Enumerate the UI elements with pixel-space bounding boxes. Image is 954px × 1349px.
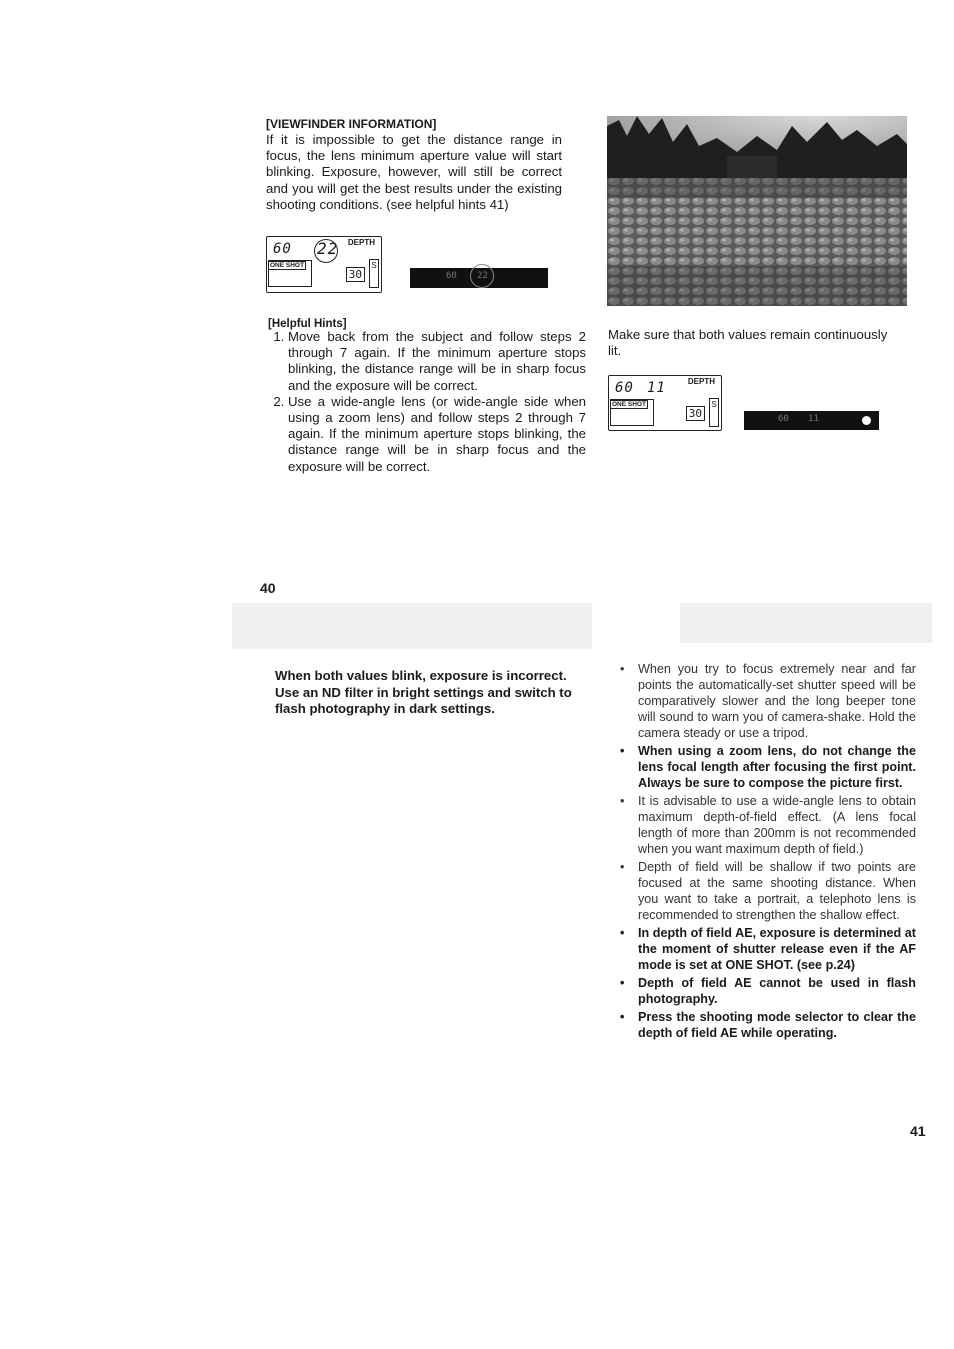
list-item: • It is advisable to use a wide-angle lens to obtain maximum depth-of-field effect. (A lens focal length of more than 200mm is not recommended when you want maximum depth of field.) (618, 793, 916, 857)
list-item: 1. Move back from the subject and follow steps 2 through 7 again. If the minimum aperture stops blinking, the distance range will be in sharp focus and the exposure will be correct. (288, 329, 586, 394)
depth-label: DEPTH (687, 377, 715, 386)
blinking-value: 22 (317, 239, 339, 258)
blink-circle-icon (470, 264, 494, 288)
shutter-readout: 30 (346, 267, 365, 282)
scan-artifact (680, 603, 932, 643)
viewfinder-bar-blinking (410, 268, 548, 288)
list-item: • When using a zoom lens, do not change the lens focal length after focusing the first point. Always be sure to compose the picture first. (618, 743, 916, 791)
aperture-readout: 60 (273, 241, 292, 257)
aperture-readout: 60 (615, 380, 634, 396)
bar-right-value: 11 (808, 414, 819, 424)
shutter-readout: 30 (686, 406, 705, 421)
page-number-left: 40 (260, 580, 276, 596)
list-item: • When you try to focus extremely near and far points the automatically-set shutter speed will be comparatively slower and the long beeper tone will sound to warn you of camera-shake. Hold the camera steady or use a tripod. (618, 661, 916, 741)
viewfinder-lcd-lit (608, 375, 722, 431)
list-item: • Depth of field will be shallow if two points are focused at the same shooting distance. When you want to take a portrait, a telephoto lens is recommended to strengthen the shallow effect. (618, 859, 916, 923)
hints-heading: [Helpful Hints] (268, 318, 347, 330)
blink-circle-icon (314, 239, 338, 263)
list-item: 2. Use a wide-angle lens (or wide-angle side when using a zoom lens) and follow steps 2 through 7 again. If the minimum aperture stops blinking, the distance range will be in sharp focus and the exposure will be correct. (288, 394, 586, 475)
bar-left-value: 60 (778, 414, 789, 424)
scan-artifact (232, 603, 592, 649)
page-number-right: 41 (910, 1123, 926, 1139)
one-shot-label: ONE SHOT (612, 401, 646, 408)
depth-label: DEPTH (347, 238, 375, 247)
bar-right-value: 22 (477, 271, 488, 281)
hints-list (266, 329, 586, 475)
focus-dot-icon (862, 416, 871, 425)
s-indicator: S (709, 398, 719, 427)
intro-paragraph: If it is impossible to get the distance range in focus, the lens minimum aperture value will start blinking. Exposure, however, will still be correct and you will get the best results under the existing shooting conditions. (see helpful hints 41) (266, 132, 562, 212)
one-shot-label: ONE SHOT (270, 262, 304, 269)
list-item: • In depth of field AE, exposure is determined at the moment of shutter release even if the AF mode is set at ONE SHOT. (see p.24) (618, 925, 916, 973)
viewfinder-bar-lit (744, 411, 879, 430)
blink-warning-paragraph: When both values blink, exposure is incorrect. Use an ND filter in bright settings and switch to flash photography in dark settings. (275, 668, 572, 716)
list-item: • Depth of field AE cannot be used in flash photography. (618, 975, 916, 1007)
notes-list (618, 661, 916, 1043)
lit-value: 11 (647, 380, 666, 396)
list-item: • Press the shooting mode selector to clear the depth of field AE while operating. (618, 1009, 916, 1041)
s-indicator: S (369, 259, 379, 288)
section-heading: [VIEWFINDER INFORMATION] (266, 117, 437, 131)
sheep-flock-image (607, 116, 907, 306)
continuous-caption: Make sure that both values remain continuously lit. (608, 327, 888, 359)
bar-left-value: 60 (446, 271, 457, 281)
sheep-photo (607, 116, 907, 306)
viewfinder-lcd-blinking (266, 236, 382, 293)
